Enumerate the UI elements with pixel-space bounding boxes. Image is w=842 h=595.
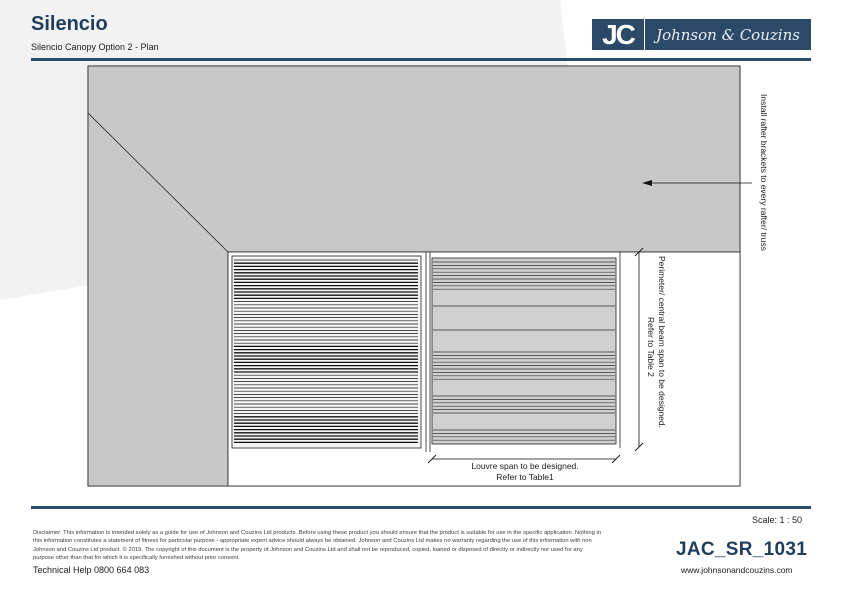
beam-span-note-line2: Refer to Table 2 bbox=[646, 317, 656, 377]
footer-divider bbox=[31, 506, 811, 509]
louvre-span-note-line1: Louvre span to be designed. bbox=[471, 461, 579, 471]
website-link[interactable]: www.johnsonandcouzins.com bbox=[681, 565, 793, 575]
page-subtitle: Silencio Canopy Option 2 - Plan bbox=[31, 42, 159, 52]
beam-span-note-line1: Perimeter/ central beam span to be designed. bbox=[657, 256, 667, 428]
disclaimer-text: Disclaimer: This information is intended solely as a guide for use of Johnson and Couzins Ltd products. Before using these product you should ensure that the product is suitable for use in the specific application. Nothing in this information constitutes a statement of fitness for particular purpose - appropriate expert advice should always be obtained. Johnson and Couzins Ltd makes no warranty regarding the use of this information with non Johnson and Couzins Ltd product. © 2019. The copyright of this document is the property of Johnson and Couzins Ltd and shall not be reproduced, copied, loaned or disposed of directly or indirectly nor used for any purpose other than that for which it is specifically furnished without prior consent. bbox=[33, 530, 601, 561]
louvre-span-note bbox=[455, 461, 595, 483]
left-louvre-panel bbox=[232, 256, 421, 448]
page-title: Silencio bbox=[31, 13, 108, 35]
drawing-scale: Scale: 1 : 50 bbox=[752, 515, 803, 525]
louvre-span-note-line2: Refer to Table1 bbox=[496, 472, 554, 482]
drawing-code: JAC_SR_1031 bbox=[676, 539, 808, 560]
rafter-bracket-note: Install rafter brackets to every rafter/ truss bbox=[759, 94, 769, 251]
logo-wordmark: Johnson & Couzins bbox=[644, 19, 811, 50]
technical-help: Technical Help 0800 664 083 bbox=[33, 565, 150, 575]
logo-initials: JC bbox=[592, 19, 644, 50]
